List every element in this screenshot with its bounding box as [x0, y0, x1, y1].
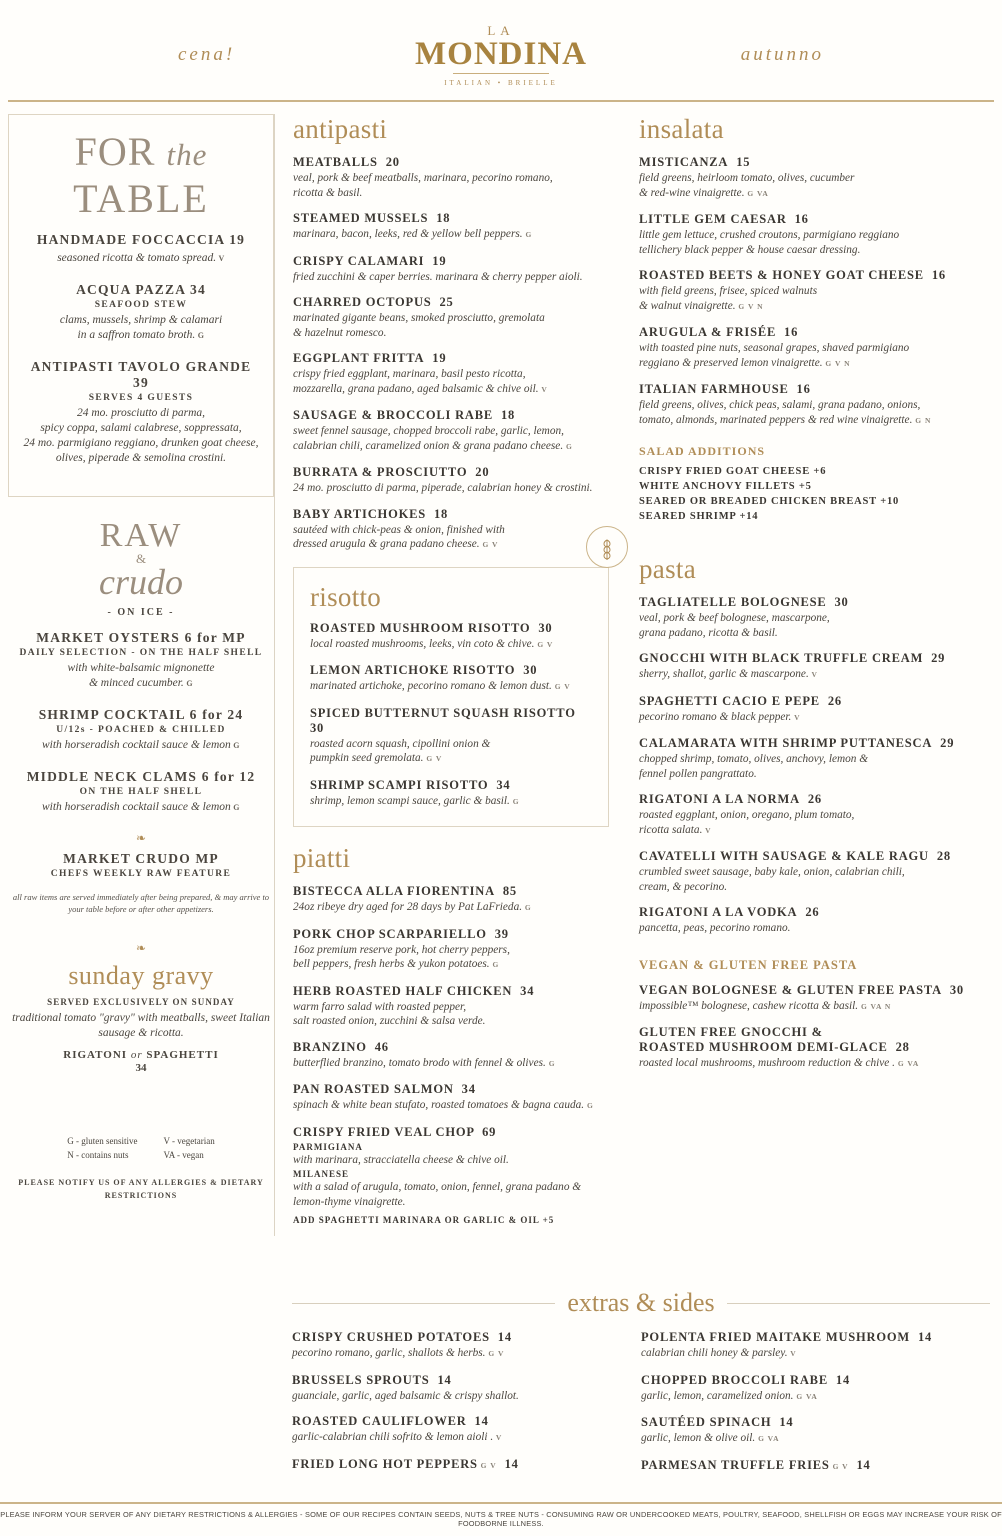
logo-name-text: MONDINA — [415, 36, 587, 72]
menu-item-price: 30 — [945, 982, 964, 997]
menu-item-price: 46 — [370, 1039, 389, 1054]
menu-item-description: shrimp, lemon scampi sauce, garlic & basil. G — [310, 794, 520, 807]
menu-item-description: warm farro salad with roasted pepper, salt roasted onion, zucchini & salsa verde. — [293, 1000, 486, 1027]
salad-addition-item: CRISPY FRIED GOAT CHEESE +6 — [639, 466, 827, 477]
footer-disclaimer: PLEASE INFORM YOUR SERVER OF ANY DIETARY RESTRICTIONS & ALLERGIES - SOME OF OUR RECIPES CONTAIN SEEDS, NUTS & TREE NUTS - CONSUMING RAW OR UNDERCOOKED MEATS, POULTRY, SEAFOOD, SHELLFISH OR EGGS MAY INCREASE YOUR RISK OF FOODBORNE ILLNESS. — [0, 1502, 1002, 1536]
menu-item-diet-tags: V — [538, 384, 548, 394]
menu-item-description: veal, pork & beef bolognese, mascarpone, grana padano, ricotta & basil. — [639, 612, 830, 639]
menu-item-description: sweet fennel sausage, chopped broccoli rabe, garlic, lemon, calabrian chili, caramelized onion & grana padano cheese. G — [293, 425, 573, 452]
menu-item-description: butterflied branzino, tomato brodo with fennel & olives. G — [293, 1056, 556, 1069]
menu-item-diet-tags: G V — [477, 1460, 497, 1470]
menu-item-diet-tags: V — [791, 712, 801, 722]
left-menu-item-diet-tags: G — [230, 803, 240, 812]
for-the-table-title-italic: the — [166, 137, 208, 172]
menu-item-price: 29 — [927, 651, 946, 665]
menu-item-name: PORK CHOP SCARPARIELLO 39 — [293, 926, 509, 941]
menu-item-name: ROASTED BEETS & HONEY GOAT CHEESE 16 — [639, 268, 946, 282]
menu-item-name: BABY ARTICHOKES 18 — [293, 506, 449, 521]
menu-item-name: SPAGHETTI CACIO E PEPE 26 — [639, 693, 842, 708]
menu-item-description: marinara, bacon, leeks, red & yellow bell peppers. G — [293, 228, 533, 240]
menu-item-price: 28 — [932, 849, 951, 863]
vegan-gluten-free-items — [639, 983, 994, 1072]
menu-item-name: BRUSSELS SPROUTS 14 — [292, 1372, 452, 1387]
menu-item — [293, 155, 609, 200]
menu-item-diet-tags: G — [509, 796, 520, 806]
menu-item-price: 14 — [470, 1414, 489, 1428]
for-the-table-title-line1: FOR — [74, 129, 156, 174]
menu-item-price: 15 — [732, 155, 751, 169]
menu-item-name: CAVATELLI WITH SAUSAGE & KALE RAGU 28 — [639, 849, 951, 863]
menu-item-name: CRISPY CALAMARI 19 — [293, 253, 447, 268]
menu-item-name: SAUTÉED SPINACH 14 — [641, 1415, 794, 1429]
legend-v: V - vegetarian — [163, 1136, 215, 1146]
menu-item-description: 24 mo. prosciutto di parma, piperade, calabrian honey & crostini. — [293, 482, 593, 494]
menu-item-diet-tags: G V N — [822, 358, 851, 368]
menu-item-description: crumbled sweet sausage, baby kale, onion, calabrian chili, cream, & pecorino. — [639, 866, 905, 893]
menu-item-name: SPICED BUTTERNUT SQUASH RISOTTO 30 — [310, 705, 576, 735]
menu-item — [639, 212, 994, 257]
menu-item-diet-tags: G V — [479, 540, 499, 549]
legend-n: N - contains nuts — [67, 1150, 129, 1160]
menu-item-description: roasted local mushrooms, mushroom reduction & chive . G VA — [639, 1057, 920, 1069]
salad-additions-list — [639, 464, 994, 524]
leaf-divider-icon-2: ❧ — [135, 941, 147, 955]
left-menu-item — [23, 232, 259, 266]
menu-item-price: 30 — [830, 595, 849, 609]
raw-title-line2: crudo — [99, 562, 183, 602]
raw-items — [8, 630, 274, 815]
left-menu-item-diet-tags: V — [216, 254, 225, 263]
menu-item-description: veal, pork & beef meatballs, marinara, pecorino romano, ricotta & basil. — [293, 172, 553, 199]
veal-chop-name: CRISPY FRIED VEAL CHOP — [293, 1124, 475, 1139]
left-menu-item-description: with horseradish cocktail sauce & lemon G — [41, 801, 240, 813]
menu-item-name: LEMON ARTICHOKE RISOTTO 30 — [310, 663, 538, 677]
menu-item — [639, 325, 994, 371]
left-menu-item-price: 19 — [224, 232, 246, 247]
menu-item — [293, 465, 609, 496]
menu-item-name: VEGAN BOLOGNESE & GLUTEN FREE PASTA 30 — [639, 982, 964, 997]
extras-rule-left — [292, 1303, 555, 1304]
menu-item-diet-tags: G — [522, 230, 533, 239]
menu-item — [292, 1414, 621, 1446]
menu-item-name: CRISPY CRUSHED POTATOES 14 — [292, 1330, 512, 1344]
veal-chop-item — [293, 1125, 609, 1226]
menu-item — [293, 984, 609, 1029]
left-menu-item-sub: ON THE HALF SHELL — [79, 787, 203, 797]
menu-item-name: CHARRED OCTOPUS 25 — [293, 295, 454, 309]
menu-item-description: sherry, shallot, garlic & mascarpone. V — [639, 668, 818, 680]
menu-item-name: HERB ROASTED HALF CHICKEN 34 — [293, 983, 535, 998]
menu-item-description: garlic-calabrian chili sofrito & lemon aioli . V — [292, 1431, 503, 1443]
left-menu-item — [8, 630, 274, 691]
menu-item — [639, 983, 994, 1015]
for-the-table-items — [23, 232, 259, 466]
menu-item — [639, 595, 994, 640]
menu-item-diet-tags: G VA N — [858, 1001, 892, 1011]
piatti-items — [293, 884, 609, 1114]
menu-item-price: 19 — [428, 253, 447, 268]
menu-item-price: 16 — [792, 382, 811, 396]
menu-item-diet-tags: G — [584, 1101, 594, 1110]
antipasti-title: antipasti — [293, 114, 388, 144]
legend-note: PLEASE NOTIFY US OF ANY ALLERGIES & DIETARY RESTRICTIONS — [18, 1178, 264, 1200]
left-menu-item-description: with horseradish cocktail sauce & lemon G — [41, 739, 240, 751]
menu-item-name: FRIED LONG HOT PEPPERS G V 14 — [292, 1456, 519, 1471]
menu-item-price: 26 — [803, 792, 822, 806]
menu-item-price: 14 — [914, 1330, 933, 1344]
vegan-gluten-free-title: VEGAN & GLUTEN FREE PASTA — [639, 957, 858, 972]
left-menu-item — [23, 282, 259, 343]
extras-rule-right — [727, 1303, 990, 1304]
menu-item — [641, 1330, 970, 1362]
menu-item — [310, 706, 592, 767]
menu-item-diet-tags: G V N — [735, 301, 764, 311]
menu-item — [639, 382, 994, 428]
menu-item-diet-tags: V — [493, 1433, 503, 1442]
raw-title-amp: & — [135, 551, 147, 566]
middle-column — [275, 114, 623, 1236]
menu-item-diet-tags: G V — [485, 1349, 505, 1358]
menu-item-name: SAUSAGE & BROCCOLI RABE 18 — [293, 408, 516, 422]
raw-crudo-title — [8, 517, 274, 602]
menu-item-name: BURRATA & PROSCIUTTO 20 — [293, 465, 490, 479]
menu-item-diet-tags: V — [787, 1349, 797, 1358]
left-menu-item-name: HANDMADE FOCCACCIA 19 — [36, 232, 246, 247]
left-menu-item-name: ACQUA PAZZA 34 — [76, 282, 206, 297]
menu-item-description: 16oz premium reserve pork, hot cherry peppers, bell peppers, fresh herbs & yukon potatoes. G — [293, 943, 510, 970]
menu-item — [292, 1373, 621, 1404]
wheat-icon — [586, 526, 628, 568]
pasta-title: pasta — [639, 554, 696, 584]
menu-item — [292, 1330, 621, 1362]
veal-chop-style1-desc: with marinara, stracciatella cheese & chive oil. — [293, 1153, 509, 1166]
menu-item-price: 18 — [497, 408, 516, 422]
menu-item-name: ARUGULA & FRISÉE 16 — [639, 325, 799, 339]
menu-item — [641, 1458, 970, 1474]
menu-item-diet-tags: G VA — [744, 188, 769, 198]
left-menu-item — [23, 359, 259, 466]
menu-item — [293, 884, 609, 916]
menu-item-diet-tags: G V — [829, 1461, 849, 1471]
risotto-items — [310, 621, 592, 810]
menu-item-description: crispy fried eggplant, marinara, basil pesto ricotta, mozzarella, grana padano, aged balsamic & chive oil. V — [293, 368, 548, 395]
menu-item — [293, 254, 609, 285]
menu-item-price: 14 — [433, 1372, 452, 1387]
menu-item — [293, 927, 609, 973]
right-column — [623, 114, 994, 1236]
header-right-label: autunno — [740, 44, 824, 65]
left-menu-item-price: 34 — [185, 282, 206, 297]
veal-chop-add-on: ADD SPAGHETTI MARINARA OR GARLIC & OIL +5 — [293, 1215, 555, 1225]
antipasti-items — [293, 155, 609, 553]
for-the-table-title-line2: TABLE — [73, 176, 209, 221]
menu-item-diet-tags: G — [489, 960, 500, 969]
left-menu-item-name: SHRIMP COCKTAIL 6 for 24 — [38, 707, 244, 722]
piatti-title: piatti — [293, 843, 351, 873]
menu-item-price: 85 — [498, 884, 517, 898]
menu-item — [293, 507, 609, 553]
logo-rule — [453, 73, 549, 74]
sunday-gravy-sub: SERVED EXCLUSIVELY ON SUNDAY — [47, 997, 235, 1007]
menu-item-diet-tags: G V — [534, 639, 554, 649]
menu-item-price: 20 — [471, 465, 490, 479]
logo-subtitle-text: ITALIAN • BRIELLE — [444, 79, 558, 87]
menu-item-diet-tags: G — [563, 441, 573, 451]
menu-item-diet-tags: G VA — [755, 1434, 780, 1443]
menu-item-price: 34 — [492, 777, 511, 792]
left-menu-item-sub: SERVES 4 GUESTS — [88, 393, 194, 403]
left-menu-item-name: MARKET OYSTERS 6 for MP — [36, 630, 246, 645]
left-menu-item-price: 6 for 24 — [185, 707, 244, 722]
raw-on-ice-label: - ON ICE - — [107, 607, 175, 618]
veal-chop-style2-desc: with a salad of arugula, tomato, onion, fennel, grana padano & lemon-thyme vinaigrette. — [293, 1181, 582, 1208]
menu-item-price: 14 — [500, 1456, 519, 1471]
menu-item-description: pancetta, peas, pecorino romano. — [639, 922, 791, 934]
menu-item — [639, 1025, 994, 1072]
salad-addition-item: WHITE ANCHOVY FILLETS +5 — [639, 481, 812, 492]
risotto-panel — [293, 567, 609, 828]
salad-addition-item: SEARED OR BREADED CHICKEN BREAST +10 — [639, 496, 900, 507]
menu-item-description: garlic, lemon & olive oil. G VA — [641, 1432, 780, 1444]
menu-item-price: 30 — [310, 720, 325, 735]
menu-item-diet-tags: V — [808, 670, 818, 679]
legend-va: VA - vegan — [163, 1150, 204, 1160]
menu-item-price: 18 — [430, 506, 449, 521]
menu-item-description: chopped shrimp, tomato, olives, anchovy, lemon & fennel pollen pangrattato. — [639, 753, 869, 780]
menu-item-description: with toasted pine nuts, seasonal grapes, shaved parmigiano reggiano & preserved lemon vinaigrette. G V N — [639, 342, 910, 369]
menu-item-description: field greens, heirloom tomato, olives, cucumber & red-wine vinaigrette. G VA — [639, 172, 855, 199]
menu-item-description: pecorino romano & black pepper. V — [639, 710, 801, 723]
menu-item-description: marinated artichoke, pecorino romano & lemon dust. G V — [310, 680, 571, 692]
menu-item-name: GLUTEN FREE GNOCCHI & ROASTED MUSHROOM DEMI-GLACE 28 — [639, 1025, 910, 1054]
menu-item-description: pecorino romano, garlic, shallots & herbs. G V — [292, 1347, 505, 1359]
dietary-legend — [8, 1134, 274, 1202]
menu-header — [0, 0, 1002, 100]
left-menu-item-description: 24 mo. prosciutto di parma, spicy coppa, salami calabrese, soppressata, 24 mo. parmigiano reggiano, drunken goat cheese, olives, piperade & semolina crostini. — [23, 407, 259, 464]
menu-item-name: PAN ROASTED SALMON 34 — [293, 1082, 476, 1096]
menu-item-name: RIGATONI A LA NORMA 26 — [639, 792, 822, 806]
raw-disclaimer: all raw items are served immediately after being prepared, & may arrive to your table before or after other appetizers. — [12, 892, 270, 914]
menu-item-price: 16 — [790, 212, 809, 226]
extras-and-sides-section — [292, 1288, 990, 1485]
restaurant-logo — [0, 24, 1002, 89]
for-the-table-title — [23, 129, 259, 221]
risotto-title: risotto — [310, 581, 382, 612]
menu-item — [639, 651, 994, 683]
insalata-items — [639, 155, 994, 428]
menu-item — [641, 1373, 970, 1405]
menu-item-price: 16 — [780, 325, 799, 339]
veal-chop-price: 69 — [482, 1124, 497, 1139]
menu-item-price: 26 — [823, 693, 842, 708]
menu-item-price: 19 — [428, 351, 447, 365]
left-menu-item — [8, 707, 274, 753]
menu-item-name: GNOCCHI WITH BLACK TRUFFLE CREAM 29 — [639, 651, 946, 665]
logo-la-text: LA — [487, 23, 515, 38]
veal-chop-style1-label: PARMIGIANA — [293, 1141, 363, 1152]
menu-item-name: MEATBALLS 20 — [293, 155, 400, 169]
menu-item-description: impossible™ bolognese, cashew ricotta & basil. G VA N — [639, 999, 892, 1012]
menu-item — [639, 694, 994, 726]
left-menu-item-name: ANTIPASTI TAVOLO GRANDE 39 — [30, 359, 252, 390]
extras-right-items — [641, 1330, 990, 1485]
menu-item-price: 14 — [775, 1415, 794, 1429]
sunday-gravy-panel — [8, 941, 274, 1074]
menu-item — [639, 736, 994, 781]
menu-item-price: 30 — [519, 663, 538, 677]
veal-chop-style2-label: MILANESE — [293, 1169, 350, 1179]
menu-item-description: spinach & white bean stufato, roasted tomatoes & bagna cauda. G — [293, 1099, 594, 1111]
menu-item-price: 14 — [831, 1372, 850, 1387]
sunday-gravy-title: sunday gravy — [68, 961, 214, 990]
left-column — [8, 114, 274, 1236]
sunday-gravy-price: 34 — [135, 1062, 147, 1074]
sunday-gravy-option-or: or — [130, 1049, 143, 1061]
menu-item-diet-tags: G N — [912, 415, 932, 425]
menu-item-description: guanciale, garlic, aged balsamic & crispy shallot. — [292, 1389, 519, 1402]
legend-g: G - gluten sensitive — [67, 1136, 138, 1146]
menu-item — [310, 621, 592, 653]
menu-item — [639, 792, 994, 838]
menu-item-name: TAGLIATELLE BOLOGNESE 30 — [639, 595, 849, 609]
left-menu-item-diet-tags: G — [230, 741, 240, 750]
extras-title: extras & sides — [567, 1288, 715, 1317]
menu-item-diet-tags: G V — [551, 682, 571, 691]
pasta-items — [639, 595, 994, 936]
salad-addition-item: SEARED SHRIMP +14 — [639, 511, 759, 522]
menu-item-name: EGGPLANT FRITTA 19 — [293, 351, 447, 365]
left-menu-item-price: 6 for 12 — [197, 769, 256, 784]
leaf-divider-icon: ❧ — [135, 831, 147, 845]
left-menu-item-diet-tags: G — [183, 679, 194, 688]
menu-item — [641, 1415, 970, 1447]
menu-item-price: 34 — [516, 983, 535, 998]
menu-item — [293, 1040, 609, 1072]
left-menu-item-description: with white-balsamic mignonette & minced cucumber. G — [67, 662, 215, 689]
market-crudo-sub: CHEFS WEEKLY RAW FEATURE — [50, 869, 232, 879]
menu-item-name: CHOPPED BROCCOLI RABE 14 — [641, 1372, 850, 1387]
menu-item-price: 16 — [927, 268, 946, 282]
left-menu-item-price: 39 — [133, 375, 149, 390]
header-left-label: cena! — [178, 44, 236, 65]
sunday-gravy-desc: traditional tomato "gravy" with meatballs, sweet Italian sausage & ricotta. — [12, 1012, 270, 1039]
menu-item-price: 26 — [801, 905, 820, 919]
market-crudo-price: MP — [195, 851, 219, 866]
left-menu-item-diet-tags: G — [195, 331, 205, 340]
left-menu-item-sub: U/12s - POACHED & CHILLED — [56, 725, 226, 735]
extras-header — [292, 1288, 990, 1318]
menu-item — [293, 295, 609, 340]
extras-left-items — [292, 1330, 641, 1485]
menu-item-description: sautéed with chick-peas & onion, finished with dressed arugula & grana padano cheese. G V — [293, 523, 505, 550]
menu-item-price: 14 — [852, 1457, 871, 1472]
menu-item — [639, 155, 994, 201]
market-crudo-name: MARKET CRUDO — [63, 851, 191, 866]
menu-item-diet-tags: G — [522, 903, 532, 912]
menu-item-description: 24oz ribeye dry aged for 28 days by Pat LaFrieda. G — [293, 901, 532, 913]
left-menu-item-name: MIDDLE NECK CLAMS 6 for 12 — [26, 769, 256, 784]
menu-item-diet-tags: G — [545, 1058, 556, 1068]
menu-item-price: 28 — [891, 1040, 910, 1054]
menu-item-name: RIGATONI A LA VODKA 26 — [639, 905, 820, 919]
menu-item — [639, 905, 994, 936]
menu-item-price: 30 — [534, 620, 553, 635]
insalata-title: insalata — [639, 114, 724, 144]
menu-body — [0, 102, 1002, 1236]
sunday-gravy-option-a: RIGATONI — [63, 1049, 128, 1061]
menu-item-description: local roasted mushrooms, leeks, vin coto & chive. G V — [310, 637, 554, 650]
sunday-gravy-option-b: SPAGHETTI — [146, 1049, 219, 1061]
menu-item-name: CALAMARATA WITH SHRIMP PUTTANESCA 29 — [639, 736, 955, 750]
menu-item-diet-tags: G VA — [894, 1059, 920, 1068]
salad-additions-title: SALAD ADDITIONS — [639, 444, 766, 458]
left-menu-item-price: 6 for MP — [180, 630, 246, 645]
menu-item-description: fried zucchini & caper berries. marinara & cherry pepper aioli. — [293, 270, 583, 283]
menu-item-description: marinated gigante beans, smoked prosciutto, gremolata & hazelnut romesco. — [293, 312, 545, 339]
menu-item-name: ROASTED CAULIFLOWER 14 — [292, 1414, 489, 1428]
menu-item — [310, 778, 592, 810]
menu-item-name: MISTICANZA 15 — [639, 155, 751, 169]
menu-item-price: 29 — [936, 736, 955, 750]
menu-item — [639, 268, 994, 314]
menu-item-name: BISTECCA ALLA FIORENTINA 85 — [293, 884, 517, 898]
menu-item-name: POLENTA FRIED MAITAKE MUSHROOM 14 — [641, 1330, 933, 1344]
menu-item-price: 18 — [432, 211, 451, 225]
menu-item-name: PARMESAN TRUFFLE FRIES G V 14 — [641, 1457, 871, 1472]
menu-item-description: roasted eggplant, onion, oregano, plum tomato, ricotta salata. V — [639, 809, 855, 836]
menu-item-name: ROASTED MUSHROOM RISOTTO 30 — [310, 620, 553, 635]
menu-item-price: 25 — [435, 295, 454, 309]
sunday-gravy-options — [8, 1049, 274, 1061]
menu-item — [310, 663, 592, 695]
menu-item-diet-tags: V — [702, 825, 712, 835]
left-menu-item-sub: DAILY SELECTION - ON THE HALF SHELL — [19, 648, 263, 658]
menu-item-price: 34 — [457, 1082, 476, 1096]
menu-item — [293, 408, 609, 454]
market-crudo-block — [8, 851, 274, 879]
menu-item — [293, 211, 609, 243]
menu-item-description: roasted acorn squash, cipollini onion & pumpkin seed gremolata. G V — [310, 737, 491, 764]
menu-item-name: SHRIMP SCAMPI RISOTTO 34 — [310, 777, 511, 792]
menu-item-description: calabrian chili honey & parsley. V — [641, 1347, 797, 1359]
left-menu-item-description: seasoned ricotta & tomato spread. V — [57, 252, 225, 264]
menu-item-price: 20 — [381, 155, 400, 169]
left-menu-item-description: clams, mussels, shrimp & calamari in a saffron tomato broth. G — [59, 314, 223, 341]
menu-item-name: STEAMED MUSSELS 18 — [293, 211, 451, 225]
menu-item-diet-tags: G V — [423, 754, 443, 763]
for-the-table-panel — [8, 114, 274, 497]
menu-item-description: with field greens, frisee, spiced walnuts & walnut vinaigrette. G V N — [639, 285, 818, 312]
menu-item-name: BRANZINO 46 — [293, 1039, 389, 1054]
menu-item-price: 39 — [490, 926, 509, 941]
left-menu-item — [8, 769, 274, 815]
menu-item-name: LITTLE GEM CAESAR 16 — [639, 212, 809, 226]
raw-title-line1: RAW — [99, 517, 183, 554]
menu-item-description: field greens, olives, chick peas, salami, grana padano, onions, tomato, almonds, marinated peppers & red wine vinaigrette. G N — [639, 399, 932, 426]
menu-item — [293, 351, 609, 397]
menu-item-description: little gem lettuce, crushed croutons, parmigiano reggiano tellichery black pepper & house caesar dressing. — [639, 229, 900, 256]
left-menu-item-sub: SEAFOOD STEW — [94, 300, 188, 310]
menu-item-description: garlic, lemon, caramelized onion. G VA — [641, 1389, 818, 1402]
menu-item — [292, 1457, 621, 1473]
menu-item-name: ITALIAN FARMHOUSE 16 — [639, 382, 811, 396]
menu-item — [639, 849, 994, 894]
menu-item-diet-tags: G VA — [793, 1391, 818, 1401]
menu-item — [293, 1082, 609, 1114]
menu-item-price: 14 — [493, 1330, 512, 1344]
